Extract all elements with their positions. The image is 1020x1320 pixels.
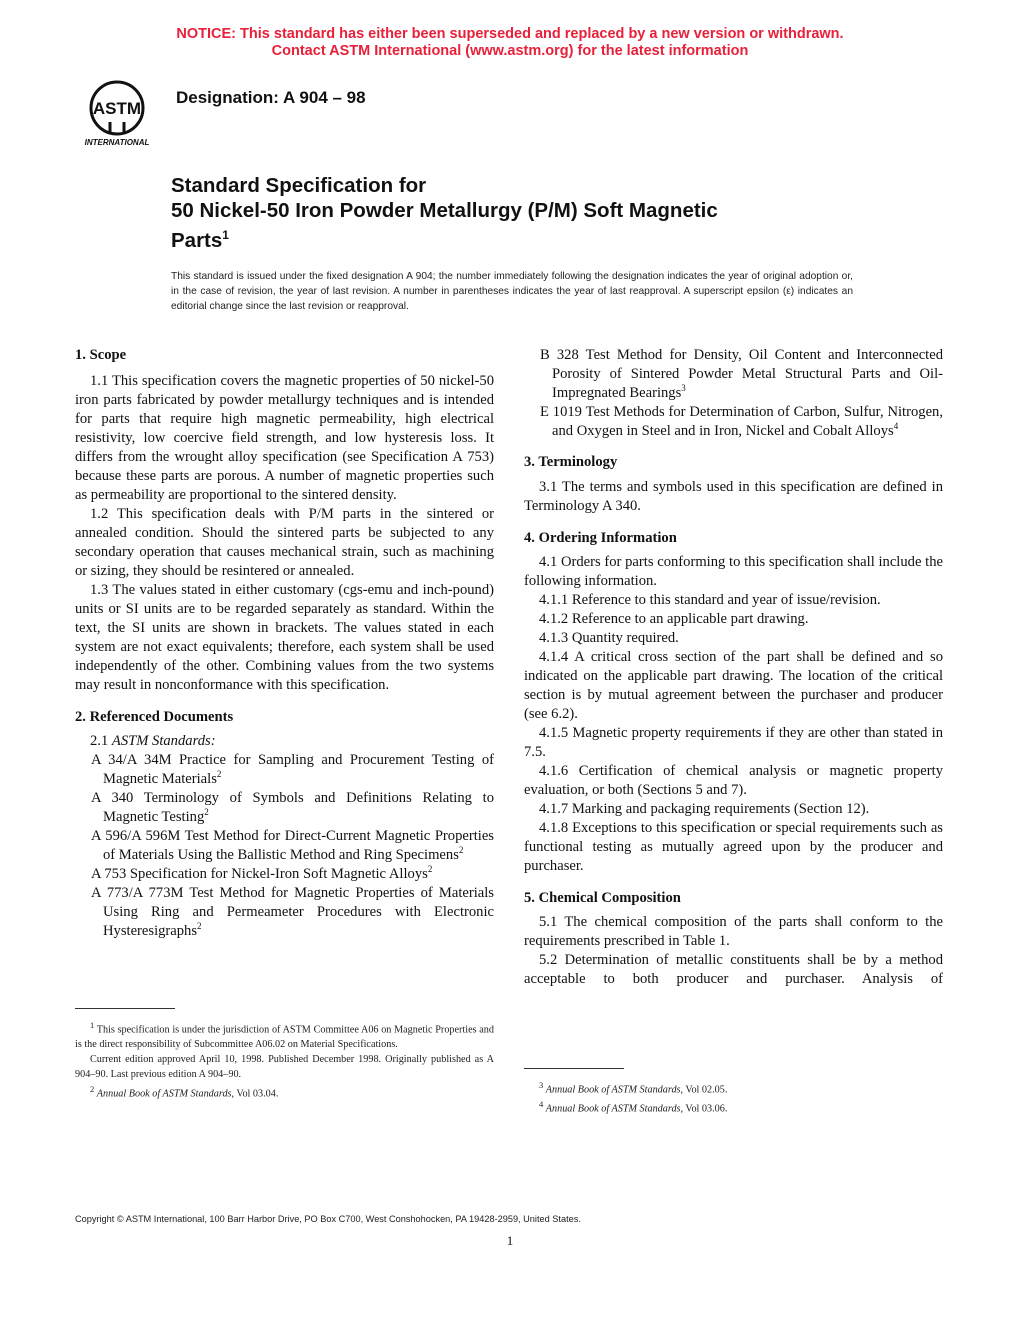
scope-1-2: 1.2 This specification deals with P/M parts in the sintered or annealed condition. Should the sintered parts be subjected to any secondary operation that causes mechanical strain, such as machining or sizing, they should be resintered or annealed. [75,506,494,579]
issued-note: This standard is issued under the fixed designation A 904; the number immediately following the designation indicates the year of original adoption or, in the case of revision, the year of last revision. A number in parentheses indicates the year of last reapproval. A superscript epsilon (ε) indicates an editorial change since the last revision or reapproval. [171,271,853,312]
ordering-item: 4.1.5 Magnetic property requirements if they are other than stated in 7.5. [524,725,943,760]
section-refdocs-heading: 2. Referenced Documents [75,709,234,725]
scope-1-3: 1.3 The values stated in either customary (cgs-emu and inch-pound) units or SI units are to be regarded separately as standard. Within the text, the SI units are shown in brackets. The values stated in each system are not exact equivalents; therefore, each system shall be used independently of the other. Combining values from the two systems may result in nonconformance with this specification. [75,582,494,693]
footnote-1b: Current edition approved April 10, 1998. Published December 1998. Originally published as A 904–90. Last previous edition A 904–90. [75,1054,494,1081]
section-chemical-heading: 5. Chemical Composition [524,890,681,906]
title-line-2: 50 Nickel-50 Iron Powder Metallurgy (P/M) Soft Magnetic [171,199,718,222]
notice-line-1: NOTICE: This standard has either been superseded and replaced by a new version or withdrawn. [176,26,844,42]
footnote-3: $^3$ Annual Book of ASTM Standards, Vol 02.05. [539,1080,728,1096]
ordering-item: 4.1.3 Quantity required. [539,630,679,646]
logo-subtext: INTERNATIONAL [84,138,150,147]
footnotes-right [524,1078,943,1117]
section-terminology-heading: 3. Terminology [524,454,618,470]
ordering-item: 4.1.7 Marking and packaging requirements (Section 12). [539,801,870,817]
footnote-4: $^4$ Annual Book of ASTM Standards, Vol 03.06. [539,1099,728,1115]
terminology-3-1: 3.1 The terms and symbols used in this specification are defined in Terminology A 340. [524,479,943,514]
ref-item: A 596/A 596M Test Method for Direct-Current Magnetic Properties of Materials Using the Ballistic Method and Ring Specimens$^2$ [91,828,494,863]
footnotes-left [75,1018,494,1102]
refdocs-2-1: 2.1 ASTM Standards: [90,733,216,749]
page-number: 1 [506,1233,514,1248]
title-line-1: Standard Specification for [171,174,427,197]
ordering-item: 4.1.4 A critical cross section of the part shall be defined and so indicated on the applicable part drawing. The location of the critical section is by mutual agreement between the purchaser and producer (see 6.2). [524,649,943,722]
ordering-item: 4.1.6 Certification of chemical analysis or magnetic property evaluation, or both (Sections 5 and 7). [524,763,943,798]
ref-item: B 328 Test Method for Density, Oil Content and Interconnected Porosity of Sintered Powder Metal Structural Parts and Oil-Impregnated Bearings$^3$ [540,347,943,401]
section-scope-heading: 1. Scope [75,347,127,363]
right-column [524,346,943,989]
logo-text: ASTM [92,99,142,118]
document-title [171,173,891,253]
footnote-separator-right [524,1068,624,1069]
ref-item: A 753 Specification for Nickel-Iron Soft Magnetic Alloys$^2$ [91,864,433,882]
notice-line-2: Contact ASTM International (www.astm.org) for the latest information [271,43,749,59]
section-ordering-heading: 4. Ordering Information [524,530,677,546]
chemical-5-2: 5.2 Determination of metallic constituents shall be by a method acceptable to both producer and purchaser. Analysis of [524,952,943,987]
ref-item: A 34/A 34M Practice for Sampling and Procurement Testing of Magnetic Materials$^2$ [91,752,494,787]
footnote-2: $^2$ Annual Book of ASTM Standards, Vol 03.04. [90,1084,279,1100]
footnote-1: $^1$ This specification is under the jurisdiction of ASTM Committee A06 on Magnetic Properties and is the direct responsibility of Subcommittee A06.02 on Material Specifications. [75,1020,494,1051]
footnote-separator-left [75,1008,175,1009]
ordering-item: 4.1.8 Exceptions to this specification or special requirements such as functional testing as mutually agreed upon by the producer and purchaser. [524,820,943,874]
astm-international-logo-icon [74,78,160,148]
scope-1-1: 1.1 This specification covers the magnetic properties of 50 nickel-50 iron parts fabricated by powder metallurgy techniques and is intended for parts that require high magnetic permeability, high electrical resistivity, low coercive field strength, and low hysteresis loss. It differs from the wrought alloy specification (see Specification A 753) because these parts are porous. A number of magnetic properties such as permeability are proportional to the sintered density. [75,373,494,503]
ordering-4-1: 4.1 Orders for parts conforming to this specification shall include the following information. [524,554,943,589]
designation: Designation: A 904 – 98 [176,88,366,107]
chemical-5-1: 5.1 The chemical composition of the parts shall conform to the requirements prescribed in Table 1. [524,914,943,949]
supersession-notice [0,26,1020,60]
ref-item: E 1019 Test Methods for Determination of Carbon, Sulfur, Nitrogen, and Oxygen in Steel and in Iron, Nickel and Cobalt Alloys$^4$ [540,404,943,439]
title-line-3: Parts$^1$ [171,228,229,252]
ordering-item: 4.1.1 Reference to this standard and year of issue/revision. [539,592,881,608]
ref-item: A 340 Terminology of Symbols and Definitions Relating to Magnetic Testing$^2$ [91,790,494,825]
ordering-item: 4.1.2 Reference to an applicable part drawing. [539,611,809,627]
ref-item: A 773/A 773M Test Method for Magnetic Properties of Materials Using Ring and Permeameter Procedures with Electronic Hysteresigraphs$^2$ [91,885,494,939]
left-column [75,346,494,941]
title-footnote-ref[interactable]: 1 [222,228,229,242]
copyright-line: Copyright © ASTM International, 100 Barr Harbor Drive, PO Box C700, West Conshohocken, PA 19428-2959, United States. [75,1214,581,1224]
